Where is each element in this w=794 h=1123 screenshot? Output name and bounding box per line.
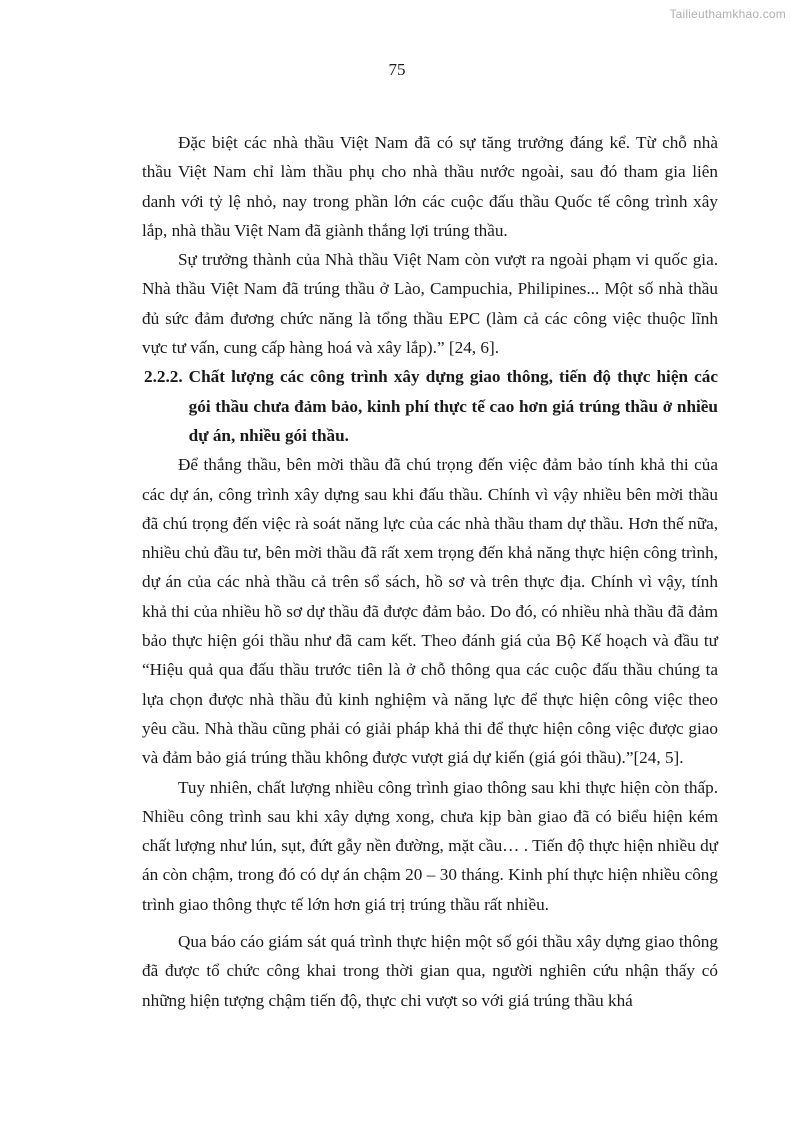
paragraph: Tuy nhiên, chất lượng nhiều công trình giao thông sau khi thực hiện còn thấp. Nhiều công trình sau khi xây dựng xong, chưa kịp bàn giao đã có biểu hiện kém chất lượng như lún, sụt, đứt gẫy nền đường, mặt cầu… . Tiến độ thực hiện nhiều dự án còn chậm, trong đó có dự án chậm 20 – 30 tháng. Kinh phí thực hiện nhiều công trình giao thông thực tế lớn hơn giá trị trúng thầu rất nhiều. [142,777,718,914]
section-title: Chất lượng các công trình xây dựng giao thông, tiến độ thực hiện các gói thầu chưa đảm bảo, kinh phí thực tế cao hơn giá trúng thầu ở nhiều dự án, nhiều gói thầu. [188,367,718,445]
paragraph: Sự trưởng thành của Nhà thầu Việt Nam còn vượt ra ngoài phạm vi quốc gia. Nhà thầu Việt Nam đã trúng thầu ở Lào, Campuchia, Philipines... Một số nhà thầu đủ sức đảm đương chức năng là tổng thầu EPC (làm cả các công việc thuộc lĩnh vực tư vấn, cung cấp hàng hoá và xây lắp).” [24, 6]. [142,250,718,358]
document-body [142,128,718,1015]
watermark: Tailieuthamkhao.com [669,7,786,21]
paragraph: Đặc biệt các nhà thầu Việt Nam đã có sự tăng trưởng đáng kể. Từ chỗ nhà thầu Việt Nam chỉ làm thầu phụ cho nhà thầu nước ngoài, sau đó tham gia liên danh với tỷ lệ nhỏ, nay trong phần lớn các cuộc đấu thầu Quốc tế công trình xây lắp, nhà thầu Việt Nam đã giành thắng lợi trúng thầu. [142,133,718,240]
paragraph: Để thắng thầu, bên mời thầu đã chú trọng đến việc đảm bảo tính khả thi của các dự án, công trình xây dựng sau khi đấu thầu. Chính vì vậy nhiều bên mời thầu đã chú trọng đến việc rà soát năng lực của các nhà thầu tham dự thầu. Hơn thế nữa, nhiều chủ đầu tư, bên mời thầu đã rất xem trọng đến khả năng thực hiện công trình, dự án của các nhà thầu cả trên sổ sách, hồ sơ và trên thực địa. Chính vì vậy, tính khả thi của nhiều hồ sơ dự thầu đã được đảm bảo. Do đó, có nhiều nhà thầu đã đảm bảo thực hiện gói thầu như đã cam kết. Theo đánh giá của Bộ Kế hoạch và đầu tư “Hiệu quả qua đấu thầu trước tiên là ở chỗ thông qua các cuộc đấu thầu chúng ta lựa chọn được nhà thầu đủ kinh nghiệm và năng lực để thực hiện công việc theo yêu cầu. Nhà thầu cũng phải có giải pháp khả thi để thực hiện công việc được giao và đảm bảo giá trúng thầu không được vượt giá dự kiến (giá gói thầu).”[24, 5]. [142,455,718,768]
section-heading [142,362,718,450]
section-number: 2.2.2. [144,367,183,387]
paragraph: Qua báo cáo giám sát quá trình thực hiện một số gói thầu xây dựng giao thông đã được tổ chức công khai trong thời gian qua, người nghiên cứu nhận thấy có những hiện tượng chậm tiến độ, thực chi vượt so với giá trúng thầu khá [142,932,718,1010]
page-number: 75 [388,60,406,79]
